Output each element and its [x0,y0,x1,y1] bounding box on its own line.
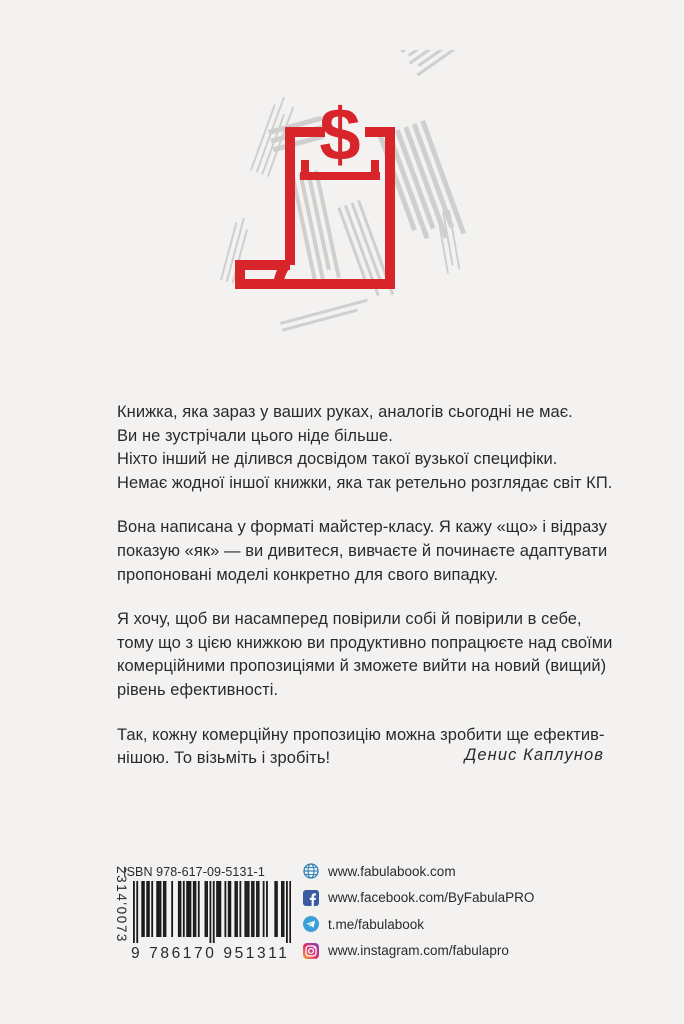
barcode-bar [244,881,246,937]
barcode-bar [136,881,138,943]
author-signature: Денис Каплунов [464,746,604,764]
blurb-paragraph-4: Так, кожну комерційну пропозицію можна зробити ще ефектив- нішою. То візьміть і зробіть! [117,725,605,768]
contact-website-text: www.fabulabook.com [328,863,456,879]
barcode-bar [276,881,278,937]
globe-icon [303,863,319,879]
barcode-bar [216,881,218,937]
barcode-bar [219,881,221,937]
barcode-bar [151,881,153,937]
barcode-number: 9 786170 951311 [131,945,290,962]
barcode-bar [206,881,208,937]
document-dollar-icon [200,50,510,350]
isbn-side-number: 2314'0073 [114,866,129,944]
barcode-bar [281,881,283,937]
barcode-bar [289,881,291,943]
instagram-icon [303,943,319,959]
contacts-list [303,858,534,964]
barcode-bar [248,881,250,937]
isbn-side-number-wrap [115,866,129,962]
contact-facebook[interactable] [303,885,534,912]
isbn-barcode-block [115,856,295,966]
contact-telegram[interactable] [303,911,534,938]
barcode-bar [283,881,285,937]
contact-instagram[interactable] [303,938,534,965]
barcode [133,881,291,943]
facebook-icon [303,890,319,906]
barcode-bar [224,881,226,937]
back-cover-blurb [117,401,617,792]
barcode-bar [141,881,143,937]
contact-facebook-text: www.facebook.com/ByFabulaPRO [328,890,535,906]
barcode-bar [193,881,195,937]
barcode-bar [236,881,238,937]
barcode-bar [246,881,248,937]
cover-logo [200,50,510,350]
barcode-bar [178,881,180,937]
barcode-bar [190,881,192,937]
barcode-bar [258,881,260,937]
barcode-bar [195,881,197,937]
blurb-paragraph-3: Я хочу, щоб ви насамперед повірили собі й повірили в себе, тому що з цією книжкою ви продуктивно попрацюєте над своїми комерційними пропозиціями й зможете вийти на новий (вищий) рівень ефективності. [117,610,613,699]
barcode-bar [146,881,148,937]
barcode-bar [229,881,231,937]
barcode-bar [210,881,212,943]
barcode-bar [133,881,135,943]
barcode-bar [171,881,173,937]
barcode-bar [256,881,258,937]
blurb-paragraph-1: Книжка, яка зараз у ваших руках, аналогів сьогодні не має. Ви не зустрічали цього ніде більше. Ніхто інший не ділився досвідом такої вузької специфіки. Немає жодної іншої книжки, яка так ретельно розглядає світ КП. [117,403,613,492]
blurb-paragraph-2: Вона написана у форматі майстер-класу. Я кажу «що» і відразу показую «як» — ви дивитеся, вивчаєте й починаєте адаптувати пропоновані моделі конкретно для свого випадку. [117,518,608,584]
barcode-bar [198,881,200,937]
isbn-label: ISBN 978-617-09-5131-1 [123,865,265,879]
dollar-sign-icon: $ [319,93,361,176]
barcode-bar [160,881,162,937]
barcode-bar [180,881,182,937]
barcode-bar [213,881,215,943]
barcode-bar [234,881,236,937]
barcode-bar [286,881,288,943]
barcode-bar [263,881,265,937]
barcode-bar [239,881,241,937]
barcode-bar [165,881,167,937]
barcode-bar [148,881,150,937]
barcode-bar [188,881,190,937]
barcode-bar [266,881,268,937]
barcode-bar [228,881,230,937]
barcode-bar [205,881,207,937]
contact-website[interactable] [303,858,534,885]
barcode-bar [143,881,145,937]
telegram-icon [303,916,319,932]
barcode-bar [163,881,165,937]
contact-instagram-text: www.instagram.com/fabulapro [328,943,509,959]
barcode-bar [156,881,158,937]
barcode-bar [186,881,188,937]
barcode-bar [218,881,220,937]
barcode-bar [274,881,276,937]
barcode-bar [251,881,253,937]
barcode-bar [183,881,185,937]
barcode-bar [158,881,160,937]
contact-telegram-text: t.me/fabulabook [328,916,425,932]
barcode-bar [253,881,255,937]
